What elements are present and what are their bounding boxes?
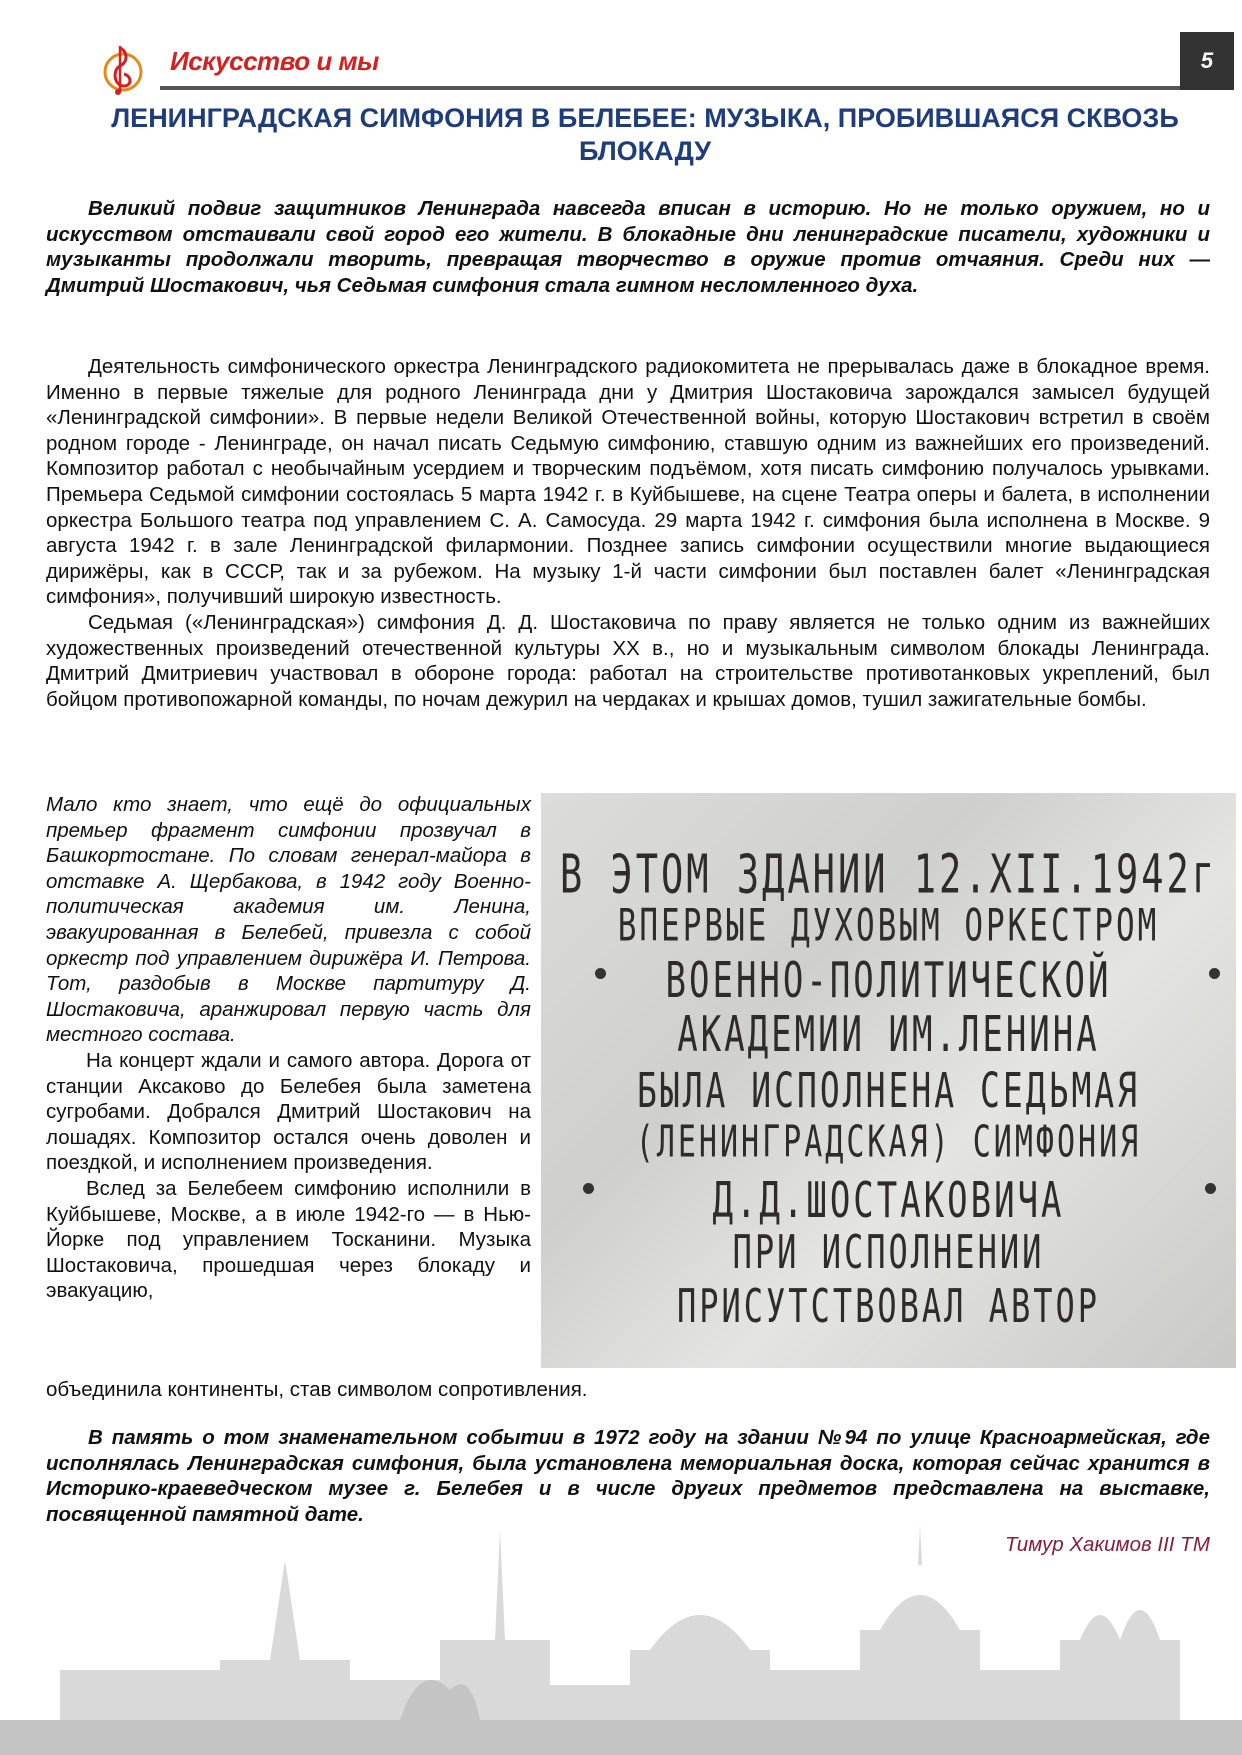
plaque-line: ВОЕННО-ПОЛИТИЧЕСКОЙ — [665, 952, 1112, 1010]
body-paragraph-2: Седьмая («Ленинградская») симфония Д. Д. Шостаковича по праву является не только одним из важнейших художественных произведений отечественной культуры XX в., но и музыкальным символом блокады Ленинграда. Дмитрий Дмитриевич участвовал в обороне города: работал на строительстве противотанковых укреплений, был бойцом противопожарной команды, по ночам дежурил на чердаках и крышах домов, тушил зажигательные бомбы. — [46, 610, 1210, 711]
column-paragraph-3: Вслед за Белебеем симфонию исполнили в Куйбышеве, Москве, а в июле 1942-го — в Нью-Йорке под управлением Тосканини. Музыка Шостаковича, прошедшая через блокаду и эвакуацию, — [46, 1176, 531, 1303]
rivet — [1205, 1183, 1216, 1194]
plaque-line: ПРИ ИСПОЛНЕНИИ — [732, 1224, 1045, 1280]
text-column — [46, 792, 531, 1304]
music-clef-icon — [98, 42, 148, 96]
closing-paragraph: В память о том знаменательном событии в 1972 году на здании №94 по улице Красноармейская, где исполнялась Ленинградская симфония, была установлена мемориальная доска, которая сейчас хранится в Историко-краеведческом музее г. Белебея и в числе других предметов представлена на выставке, посвященной памятной дате. — [46, 1426, 1210, 1526]
lead-paragraph: Великий подвиг защитников Ленинграда навсегда вписан в историю. Но не только оружием, но и искусством отстаивали свой город его жители. В блокадные дни ленинградские писатели, художники и музыканты продолжали творить, превращая творчество в оружие против отчаяния. Среди них — Дмитрий Шостакович, чья Седьмая симфония стала гимном несломленного духа. — [46, 197, 1210, 297]
rivet — [583, 1183, 594, 1194]
header-divider — [160, 86, 1180, 90]
column-last-line: объединила континенты, став символом сопротивления. — [46, 1378, 588, 1401]
plaque-line: Д.Д.ШОСТАКОВИЧА — [712, 1172, 1065, 1230]
column-italic-paragraph: Мало кто знает, что ещё до официальных премьер фрагмент симфонии прозвучал в Башкортостане. По словам генерал-майора в отставке А. Щербакова, в 1942 году Военно-политическая академия им. Ленина, эвакуированная в Белебей, привезла с собой оркестр под управлением дирижёра И. Петрова. Тот, раздобыв в Москве партитуру Д. Шостаковича, аранжировал первую часть для местного состава. — [46, 793, 531, 1047]
column-paragraph-2: На концерт ждали и самого автора. Дорога от станции Аксаково до Белебея была заметена сугробами. Добрался Дмитрий Шостакович на лошадях. Композитор остался очень доволен и поездкой, и исполнением произведения. — [46, 1048, 531, 1175]
rivet — [595, 968, 606, 979]
memorial-plaque-photo — [541, 793, 1236, 1368]
plaque-line: ПРИСУТСТВОВАЛ АВТОР — [676, 1278, 1101, 1334]
author-signature: Тимур Хакимов III ТМ — [1004, 1533, 1210, 1556]
article-title: ЛЕНИНГРАДСКАЯ СИМФОНИЯ В БЕЛЕБЕЕ: МУЗЫКА, ПРОБИВШАЯСЯ СКВОЗЬ БЛОКАДУ — [111, 103, 1179, 166]
article-body — [46, 354, 1210, 712]
page-number: 5 — [1180, 32, 1234, 90]
section-title: Искусство и мы — [170, 46, 379, 76]
city-skyline-illustration — [0, 1520, 1242, 1755]
plaque-line: БЫЛА ИСПОЛНЕНА СЕДЬМАЯ — [636, 1062, 1141, 1119]
plaque-line: В ЭТОМ ЗДАНИИ 12.XII.1942г — [559, 843, 1218, 906]
plaque-line: (ЛЕНИНГРАДСКАЯ) СИМФОНИЯ — [635, 1117, 1142, 1168]
plaque-line: ВПЕРВЫЕ ДУХОВЫМ ОРКЕСТРОМ — [617, 899, 1160, 953]
rivet — [1209, 968, 1220, 979]
plaque-line: АКАДЕМИИ ИМ.ЛЕНИНА — [677, 1006, 1100, 1064]
body-paragraph-1: Деятельность симфонического оркестра Ленинградского радиокомитета не прерывалась даже в блокадное время. Именно в первые тяжелые для родного Ленинграда дни у Дмитрия Шостаковича зарождался замысел будущей «Ленинградской симфонии». В первые недели Великой Отечественной войны, которую Шостакович встретил в своём родном городе - Ленинграде, он начал писать Седьмую симфонию, ставшую одним из важнейших его произведений. Композитор работал с необычайным усердием и творческим подъёмом, хотя писать симфонию получалось урывками. Премьера Седьмой симфонии состоялась 5 марта 1942 г. в Куйбышеве, на сцене Театра оперы и балета, в исполнении оркестра Большого театра под управлением С. А. Самосуда. 29 марта 1942 г. симфония была исполнена в Москве. 9 августа 1942 г. в зале Ленинградской филармонии. Позднее запись симфонии осуществили многие выдающиеся дирижёры, как в СССР, так и за рубежом. На музыку 1-й части симфонии был поставлен балет «Ленинградская симфония», получивший широкую известность. — [46, 355, 1210, 609]
